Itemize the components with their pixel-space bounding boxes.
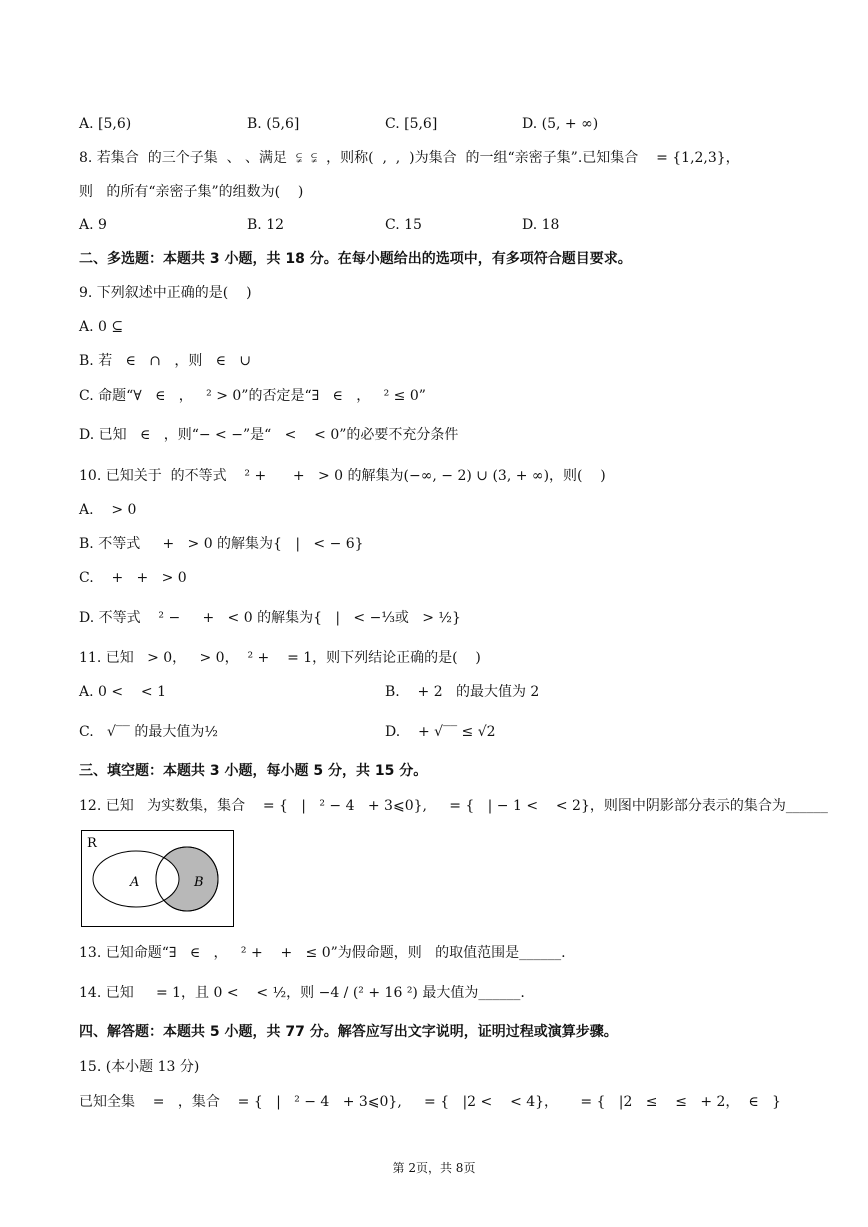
section-4-heading: 四、解答题：本题共 5 小题，共 77 分。解答应写出文字说明，证明过程或演算步骤。 [79,1024,618,1040]
q9-option-c: C. 命题“∀ ∈ ， ² > 0”的否定是“∃ ∈ ， ² ≤ 0” [79,388,426,404]
q12-stem: 12. 已知 为实数集，集合 = { | ² − 4 + 3⩽0}, = { | − 1 < < 2}，则图中阴影部分表示的集合为______ [79,798,828,814]
q7-option-c: C. [5,6] [385,116,438,132]
q11-option-c: C. √‾‾ 的最大值为½ [79,724,218,740]
q8-option-b: B. 12 [247,217,285,233]
q8-option-c: C. 15 [385,217,422,233]
q9-stem: 9. 下列叙述中正确的是( ) [79,285,252,301]
q15-heading: 15. (本小题 13 分) [79,1059,200,1075]
q7-option-b: B. (5,6] [247,116,300,132]
venn-diagram [81,830,234,927]
q11-option-d: D. + √‾‾ ≤ √2 [385,724,496,740]
q9-option-d: D. 已知 ∈ ，则“− < −”是“ < < 0”的必要不充分条件 [79,427,459,443]
q7-option-a: A. [5,6) [79,116,132,132]
q10-stem: 10. 已知关于 的不等式 ² + + > 0 的解集为(−∞, − 2) ∪ (3, + ∞)，则( ) [79,468,606,484]
q8-stem-line2: 则 的所有“亲密子集”的组数为( ) [79,184,304,200]
q10-option-d: D. 不等式 ² − + < 0 的解集为{ | < −⅓或 > ½} [79,610,461,626]
q10-option-a: A. > 0 [79,502,137,518]
section-3-heading: 三、填空题：本题共 3 小题，每小题 5 分，共 15 分。 [79,763,428,779]
q11-option-a: A. 0 < < 1 [79,684,166,700]
set-b-label: B [194,875,204,890]
set-a-label: A [130,875,140,890]
q15-stem-line1: 已知全集 = ，集合 = { | ² − 4 + 3⩽0}, = { |2 < < 4}， = { |2 ≤ ≤ + 2， ∈ } [79,1094,781,1110]
q8-option-d: D. 18 [522,217,560,233]
q10-option-b: B. 不等式 + > 0 的解集为{ | < − 6} [79,536,364,552]
q8-option-a: A. 9 [79,217,107,233]
q10-option-c: C. + + > 0 [79,570,187,586]
q9-option-a: A. 0 ⊆ [79,319,124,335]
q13-stem: 13. 已知命题“∃ ∈ ， ² + + ≤ 0”为假命题，则 的取值范围是______. [79,945,566,961]
q11-option-b: B. + 2 的最大值为 2 [385,684,540,700]
q7-option-d: D. (5, + ∞) [522,116,599,132]
page-footer: 第 2页，共 8页 [392,1161,476,1175]
q11-stem: 11. 已知 > 0， > 0， ² + = 1，则下列结论正确的是( ) [79,650,481,666]
q8-stem-line1: 8. 若集合 的三个子集 、 、满足 ⫋ ⫋ ，则称( , , )为集合 的一组“亲密子集”.已知集合 = {1,2,3}， [79,150,740,166]
universe-label: R [87,836,97,851]
q14-stem: 14. 已知 = 1，且 0 < < ½，则 −4 / (² + 16 ²) 最大值为______. [79,985,525,1001]
section-2-heading: 二、多选题：本题共 3 小题，共 18 分。在每小题给出的选项中，有多项符合题目要求。 [79,251,632,267]
q9-option-b: B. 若 ∈ ∩ ，则 ∈ ∪ [79,353,252,369]
